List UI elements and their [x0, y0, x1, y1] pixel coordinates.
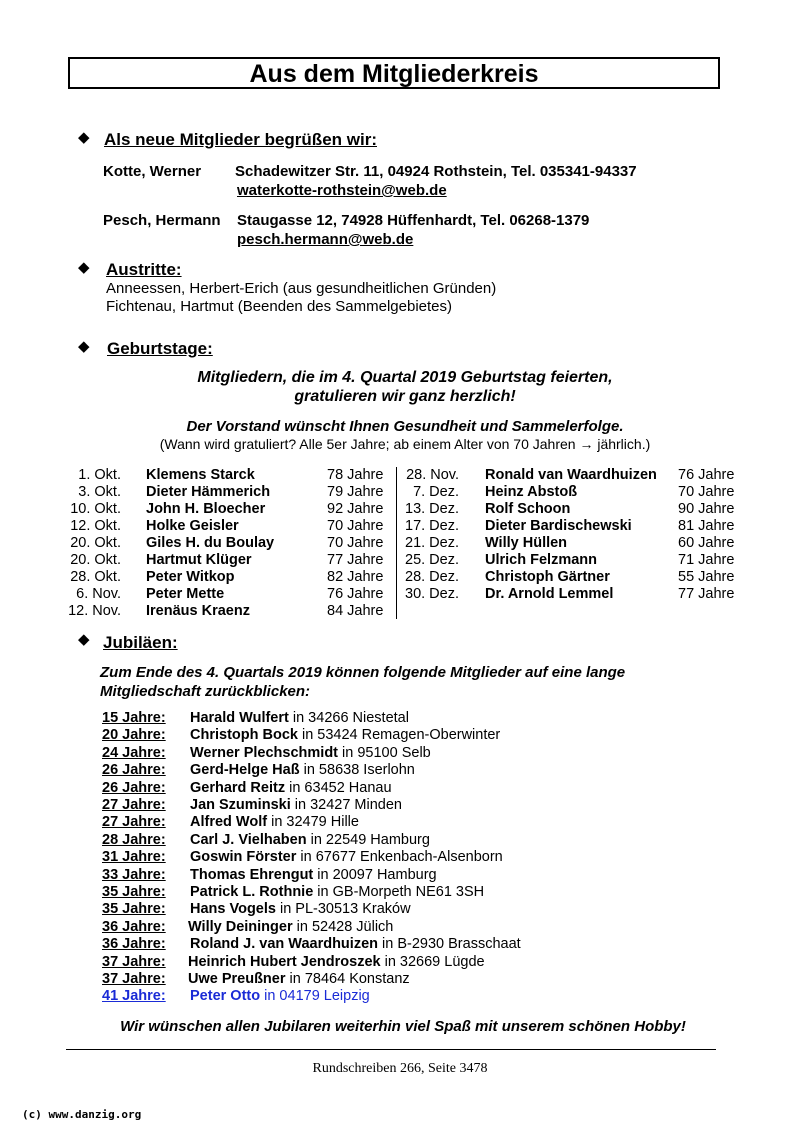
birthday-row: 1. Okt. Klemens Starck 78 Jahre: [78, 467, 384, 483]
footer-divider: [66, 1049, 716, 1050]
jubilee-place: in 22549 Hamburg: [306, 831, 430, 848]
birthday-row: 20. Okt. Giles H. du Boulay 70 Jahre: [70, 535, 384, 551]
jubilee-years: 28 Jahre:: [102, 831, 166, 848]
geburtstage-intro: Mitgliedern, die im 4. Quartal 2019 Geburtstag feierten,: [197, 369, 613, 386]
closing-line: Wir wünschen allen Jubilaren weiterhin viel Spaß mit unserem schönen Hobby!: [120, 1018, 686, 1035]
jubilee-member: [190, 901, 411, 917]
jubilee-name: Heinrich Hubert Jendroszek: [188, 953, 381, 970]
column-divider: [396, 467, 397, 619]
jubilee-place: in 04179 Leipzig: [260, 988, 370, 1005]
jubilee-years: 15 Jahre:: [102, 710, 166, 726]
jubilee-member: [188, 954, 485, 970]
geburtstage-wish: Der Vorstand wünscht Ihnen Gesundheit und Sammelerfolge.: [186, 418, 624, 435]
jubilee-member: [190, 936, 521, 952]
jubilee-years: 24 Jahre:: [102, 744, 166, 761]
bullet-diamond-icon: ◆: [78, 338, 90, 355]
page-title: Aus dem Mitgliederkreis: [68, 57, 720, 89]
jubilee-name: Peter Otto: [190, 988, 261, 1005]
jubilee-years: 27 Jahre:: [102, 814, 166, 831]
jubilee-name: Uwe Preußner: [188, 971, 286, 987]
jubilee-member: [190, 710, 409, 726]
jubilee-years: 41 Jahre:: [102, 988, 166, 1005]
jubilee-member: [190, 867, 437, 883]
jubilee-years: 35 Jahre:: [102, 901, 166, 918]
jubilee-place: in GB-Morpeth NE61 3SH: [313, 884, 485, 900]
birthday-row: 28. Okt. Peter Witkop 82 Jahre: [70, 569, 384, 585]
jubilee-member: [190, 884, 484, 900]
jubilee-place: in 52428 Jülich: [292, 918, 394, 935]
jubilee-name: Christoph Bock: [190, 727, 298, 744]
jubilee-name: Gerd-Helge Haß: [190, 762, 300, 779]
geburtstage-note: (Wann wird gratuliert? Alle 5er Jahre; ab einem Alter von 70 Jahren → jährlich.): [159, 436, 651, 452]
jubilee-name: Hans Vogels: [190, 901, 276, 918]
birthday-row: 28. Nov. Ronald van Waardhuizen 76 Jahre: [406, 467, 735, 483]
jubilee-member: [190, 762, 415, 778]
austritt-line: Anneessen, Herbert-Erich (aus gesundheitlichen Gründen): [106, 280, 497, 297]
birthday-row: 21. Dez. Willy Hüllen 60 Jahre: [405, 535, 735, 551]
geburtstage-intro: gratulieren wir ganz herzlich!: [294, 388, 516, 405]
jubilee-member: [190, 727, 500, 743]
jubilee-member: [190, 832, 430, 848]
jubilee-place: in 32669 Lügde: [380, 953, 485, 970]
bullet-diamond-icon: ◆: [78, 129, 90, 146]
jubilee-member: [190, 849, 503, 865]
page-footer: Rundschreiben 266, Seite 3478: [312, 1061, 488, 1076]
heading-austritte: Austritte:: [106, 260, 182, 279]
jubilee-name: Werner Plechschmidt: [190, 744, 339, 761]
jubilee-member: [190, 780, 392, 796]
jubilee-member: [190, 745, 431, 761]
birthday-row: 28. Dez. Christoph Gärtner 55 Jahre: [405, 569, 735, 585]
jubilee-place: in 32427 Minden: [290, 797, 402, 813]
jubilee-years: 37 Jahre:: [102, 971, 166, 987]
jubilee-name: Carl J. Vielhaben: [190, 831, 307, 848]
jubilee-member: [190, 797, 402, 813]
jubilee-name: Roland J. van Waardhuizen: [190, 936, 378, 953]
member-address: Staugasse 12, 74928 Hüffenhardt, Tel. 06268-1379: [237, 212, 590, 229]
jubilee-member: [190, 988, 370, 1004]
birthday-row: 17. Dez. Dieter Bardischewski 81 Jahre: [405, 518, 735, 534]
jubilee-years: 35 Jahre:: [102, 884, 166, 900]
jubilee-place: in 95100 Selb: [338, 744, 431, 761]
austritt-line: Fichtenau, Hartmut (Beenden des Sammelgebietes): [106, 298, 453, 315]
jubilaeen-intro: Zum Ende des 4. Quartals 2019 können folgende Mitglieder auf eine lange: [100, 664, 626, 681]
jubilee-place: in 67677 Enkenbach-Alsenborn: [296, 849, 503, 866]
jubilee-years: 36 Jahre:: [102, 918, 166, 935]
jubilee-years: 27 Jahre:: [102, 797, 166, 813]
jubilee-name: Jan Szuminski: [190, 797, 291, 813]
jubilee-years: 37 Jahre:: [102, 953, 166, 970]
jubilee-place: in B-2930 Brasschaat: [378, 936, 521, 953]
birthday-row: 30. Dez. Dr. Arnold Lemmel 77 Jahre: [405, 586, 735, 602]
birthday-row: 13. Dez. Rolf Schoon 90 Jahre: [405, 501, 735, 517]
member-name: Pesch, Hermann: [103, 212, 221, 229]
jubilee-member: [188, 971, 410, 987]
birthday-row: 10. Okt. John H. Bloecher 92 Jahre: [70, 501, 384, 517]
jubilee-place: in 63452 Hanau: [285, 779, 392, 796]
member-name: Kotte, Werner: [103, 163, 202, 180]
bullet-diamond-icon: ◆: [78, 631, 90, 648]
member-address: Schadewitzer Str. 11, 04924 Rothstein, Tel. 035341-94337: [235, 163, 637, 180]
jubilee-name: Willy Deininger: [188, 918, 293, 935]
jubilee-years: 33 Jahre:: [102, 866, 166, 883]
member-email-link[interactable]: waterkotte-rothstein@web.de: [237, 182, 447, 199]
birthday-row: 7. Dez. Heinz Abstoß 70 Jahre: [413, 484, 735, 500]
heading-jubilaeen: Jubiläen:: [103, 633, 178, 652]
jubilee-name: Harald Wulfert: [190, 710, 289, 726]
birthday-row: 3. Okt. Dieter Hämmerich 79 Jahre: [78, 484, 384, 500]
jubilee-name: Patrick L. Rothnie: [190, 884, 314, 900]
jubilee-name: Goswin Förster: [190, 849, 297, 866]
jubilee-place: in 32479 Hille: [267, 814, 359, 831]
jubilee-years: 31 Jahre:: [102, 849, 166, 866]
jubilee-place: in 53424 Remagen-Oberwinter: [297, 727, 501, 744]
jubilee-place: in 58638 Iserlohn: [299, 762, 415, 779]
birthday-row: 12. Okt. Holke Geisler 70 Jahre: [70, 518, 384, 534]
jubilee-member: [190, 814, 359, 830]
jubilee-place: in 34266 Niestetal: [288, 710, 409, 726]
bullet-diamond-icon: ◆: [78, 259, 90, 276]
birthday-row: 25. Dez. Ulrich Felzmann 71 Jahre: [405, 552, 735, 568]
jubilee-place: in 78464 Konstanz: [285, 971, 410, 987]
jubilaeen-intro: Mitgliedschaft zurückblicken:: [100, 683, 311, 700]
member-email-link[interactable]: pesch.hermann@web.de: [237, 231, 414, 248]
jubilee-name: Thomas Ehrengut: [190, 866, 314, 883]
jubilee-place: in PL-30513 Kraków: [275, 901, 411, 918]
jubilee-member: [188, 919, 393, 935]
jubilee-place: in 20097 Hamburg: [313, 866, 437, 883]
birthday-row: 12. Nov. Irenäus Kraenz 84 Jahre: [68, 603, 384, 619]
heading-neue-mitglieder: Als neue Mitglieder begrüßen wir:: [104, 130, 377, 149]
jubilee-name: Gerhard Reitz: [190, 779, 286, 796]
birthday-row: 20. Okt. Hartmut Klüger 77 Jahre: [70, 552, 384, 568]
jubilee-years: 36 Jahre:: [102, 936, 166, 953]
heading-geburtstage: Geburtstage:: [107, 339, 213, 358]
birthday-row: 6. Nov. Peter Mette 76 Jahre: [76, 586, 384, 602]
jubilee-years: 20 Jahre:: [102, 727, 166, 744]
jubilee-years: 26 Jahre:: [102, 779, 166, 796]
jubilee-name: Alfred Wolf: [190, 814, 268, 831]
copyright: (c) www.danzig.org: [22, 1108, 142, 1121]
jubilee-years: 26 Jahre:: [102, 762, 166, 779]
